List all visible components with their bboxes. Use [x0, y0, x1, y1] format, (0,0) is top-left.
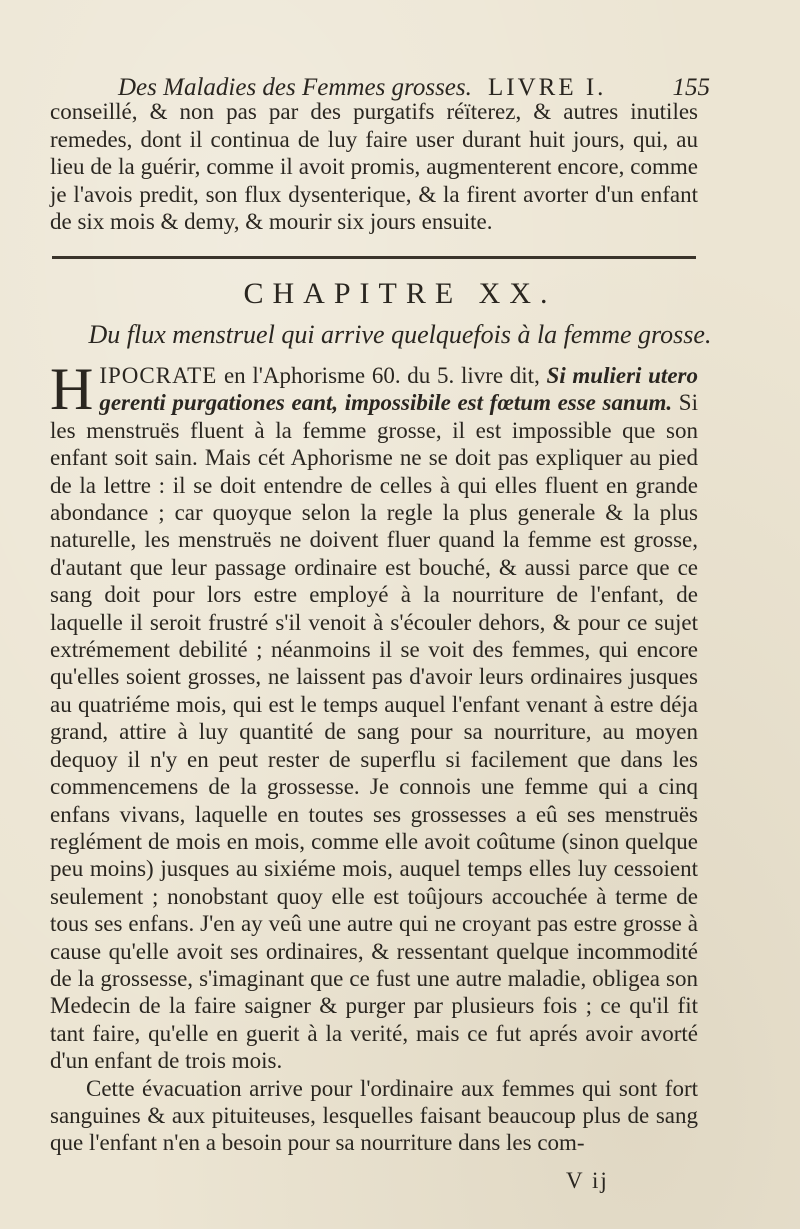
author-name: IPOCRATE [99, 363, 218, 388]
section-divider [52, 256, 696, 259]
lead-text: en l'Aphorisme 60. du 5. livre dit, [217, 363, 547, 388]
running-head-title: Des Maladies des Femmes grosses. [118, 74, 472, 101]
continued-paragraph: conseillé, & non pas par des purgatifs réïterez, & autres inutiles remedes, dont il continua de luy faire user durant huit jours, qui, au lieu de la guérir, comme il avoit promis, augmenterent encore, comme je l'avois predit, son flux dysenterique, & la firent avorter d'un enfant de six mois & demy, & mourir six jours ensuite. [50, 99, 698, 234]
paragraph-text: Si les menstruës fluent à la femme grosse, il est impossible que son enfant soit sain. Mais cét Aphorisme ne se doit pas expliquer au pied de la lettre : il se doit entendre de celles à qui elles fluent en grande abondance ; car quoyque selon la regle la plus generale & la plus naturelle, les menstruës ne doivent fluer quand la femme est grosse, d'autant que leur passage ordinaire est bouché, & aussi parce que ce sang doit pour lors estre employé à la nourriture de l'enfant, de laquelle il seroit frustré s'il venoit à s'écouler dehors, & pour ce sujet extrémement debilité ; néanmoins il se voit des femmes, qui encore qu'elles soient grosses, ne laissent pas d'avoir leurs ordinaires jusques au quatriéme mois, qui est le temps auquel l'enfant venant à estre déja grand, attire à luy quantité de sang pour sa nourriture, au moyen dequoy il n'y en peut rester de superflu si facilement que dans les commencemens de la grossesse. Je connois une femme qui a cinq enfans vivans, laquelle en toutes ses grossesses a eû ses menstruës reglément de mois en mois, comme elle avoit coûtume (sinon quelque peu moins) jusques au sixiéme mois, auquel temps elles luy cessoient seulement ; nonobstant quoy elle est toûjours accouchée à terme de tous ses enfans. J'en ay veû une autre qui ne croyant pas estre grosse à cause qu'elle avoit ses ordinaires, & ressentant quelque incommodité de la grossesse, s'imaginant que ce fust une autre maladie, obligea son Medecin de la faire saigner & purger par plusieurs fois ; ce qu'il fit tant faire, qu'elle en guerit à la verité, mais ce fut aprés avoir avorté d'un enfant de trois mois. [50, 390, 698, 1074]
chapter-first-paragraph [50, 356, 698, 1075]
signature-mark: V ij [566, 1168, 609, 1193]
chapter-heading: CHAPITRE XX. [243, 277, 557, 310]
running-head-book: LIVRE I. [488, 74, 607, 101]
chapter-body [50, 356, 698, 1157]
drop-cap: H [50, 356, 94, 422]
chapter-second-paragraph: Cette évacuation arrive pour l'ordinaire aux femmes qui sont fort sanguines & aux pituiteuses, lesquelles faisant beaucoup plus de sang que l'enfant n'en a besoin pour sa nourriture dans les com- [50, 1075, 698, 1156]
chapter-subtitle: Du flux menstruel qui arrive quelquefois à la femme grosse. [88, 320, 712, 349]
latin-quote: Si mulieri utero gerenti purgationes eant, impossibile est fœtum esse sanum. [99, 363, 698, 416]
page-number: 155 [672, 74, 710, 101]
